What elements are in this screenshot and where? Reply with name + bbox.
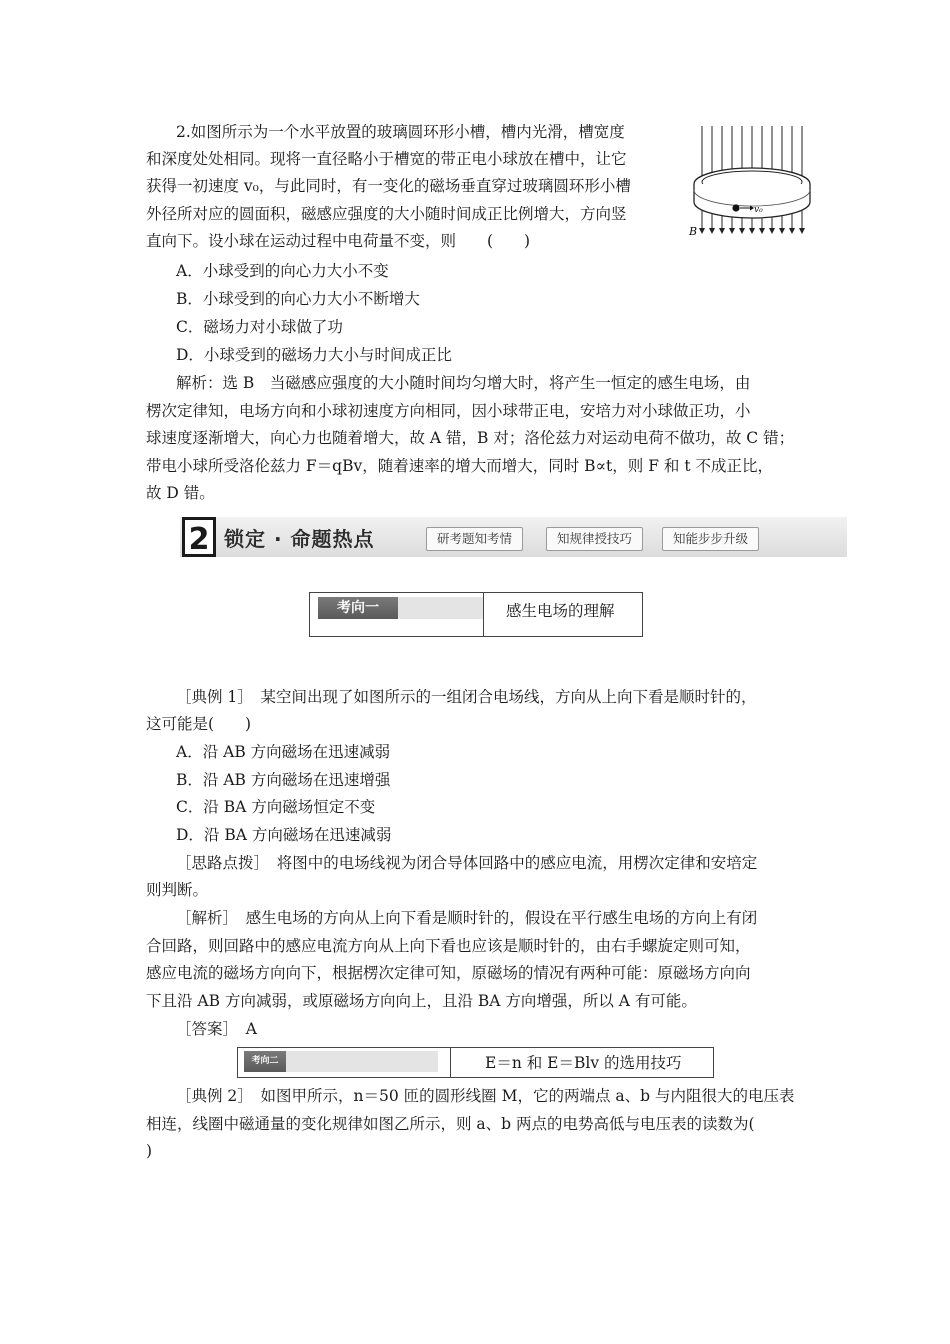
ex1-line-2: 这可能是( ) [146, 715, 252, 733]
q2-line-3: 获得一初速度 v₀，与此同时，有一变化的磁场垂直穿过玻璃圆环形小槽 [146, 177, 631, 195]
topic-box-1 [309, 592, 643, 637]
ex1-hint-1: ［思路点拨］ 将图中的电场线视为闭合导体回路中的感应电流，用楞次定律和安培定 [176, 854, 758, 872]
section-title: 锁定 · 命题热点 [224, 527, 375, 551]
section-banner [180, 517, 847, 557]
section-number: 2 [188, 522, 210, 557]
topic-box-2 [237, 1047, 714, 1078]
q2-line-1: 2.如图所示为一个水平放置的玻璃圆环形小槽，槽内光滑，槽宽度 [176, 123, 625, 141]
ex1-analysis-1: ［解析］ 感生电场的方向从上向下看是顺时针的，假设在平行感生电场的方向上有闭 [176, 909, 758, 927]
ex1-hint-2: 则判断。 [146, 881, 209, 899]
tag-exam-info: 研考题知考情 [426, 527, 523, 551]
q2-line-4: 外径所对应的圆面积，磁感应强度的大小随时间成正比例增大，方向竖 [146, 205, 627, 223]
topic-1-divider [483, 593, 484, 636]
q2-analysis-3: 球速度逐渐增大，向心力也随着增大，故 A 错，B 对；洛伦兹力对运动电荷不做功，故 C 错； [146, 429, 795, 447]
ex1-analysis-2: 合回路，则回路中的感应电流方向从上向下看也应该是顺时针的，由右手螺旋定则可知， [146, 937, 751, 955]
velocity-label: v₀ [754, 205, 763, 215]
topic-2-title: E＝n 和 E＝Blv 的选用技巧 [485, 1054, 682, 1072]
q2-line-2: 和深度处处相同。现将一直径略小于槽宽的带正电小球放在槽中，让它 [146, 150, 627, 168]
tag-ability-levels: 知能步步升级 [662, 527, 759, 551]
ex1-option-d: D．沿 BA 方向磁场在迅速减弱 [176, 826, 392, 844]
q2-option-c: C．磁场力对小球做了功 [176, 318, 343, 336]
ring-figure-svg [688, 122, 818, 247]
field-label-b: B [689, 225, 698, 238]
q2-analysis-1: 解析：选 B 当磁感应强度的大小随时间均匀增大时，将产生一恒定的感生电场，由 [176, 374, 751, 392]
ex1-analysis-4: 下且沿 AB 方向减弱，或原磁场方向向上，且沿 BA 方向增强，所以 A 有可能。 [146, 992, 697, 1010]
ex1-option-a: A．沿 AB 方向磁场在迅速减弱 [176, 743, 391, 761]
tag-rules-skills: 知规律授技巧 [546, 527, 643, 551]
topic-2-divider [450, 1048, 451, 1077]
q2-line-5: 直向下。设小球在运动过程中电荷量不变，则 ( ) [146, 232, 531, 250]
q2-analysis-2: 楞次定律知，电场方向和小球初速度方向相同，因小球带正电，安培力对小球做正功，小 [146, 402, 751, 420]
q2-option-a: A．小球受到的向心力大小不变 [176, 262, 389, 280]
ex2-line-1: ［典例 2］ 如图甲所示，n＝50 匝的圆形线圈 M，它的两端点 a、b 与内阻很大的电压表 [176, 1087, 795, 1105]
q2-analysis-4: 带电小球所受洛伦兹力 F＝qBv，随着速率的增大而增大，同时 B∝t，则 F 和 t 不成正比， [146, 457, 773, 475]
ex1-option-b: B．沿 AB 方向磁场在迅速增强 [176, 771, 391, 789]
ring-figure [688, 122, 818, 247]
q2-analysis-5: 故 D 错。 [146, 484, 215, 502]
topic-1-title: 感生电场的理解 [506, 602, 615, 620]
ex1-line-1: ［典例 1］ 某空间出现了如图所示的一组闭合电场线，方向从上向下看是顺时针的， [176, 688, 757, 706]
section-number-badge [182, 517, 216, 557]
q2-option-d: D．小球受到的磁场力大小与时间成正比 [176, 346, 452, 364]
ex1-option-c: C．沿 BA 方向磁场恒定不变 [176, 798, 376, 816]
topic-2-tag: 考向二 [244, 1051, 286, 1072]
topic-1-tag: 考向一 [318, 597, 398, 619]
ex2-line-2: 相连，线圈中磁通量的变化规律如图乙所示，则 a、b 两点的电势高低与电压表的读数为( [146, 1115, 755, 1133]
ex1-answer: ［答案］ A [176, 1020, 257, 1038]
q2-option-b: B．小球受到的向心力大小不断增大 [176, 290, 420, 308]
ex2-line-3: ) [146, 1142, 153, 1160]
ex1-analysis-3: 感应电流的磁场方向向下，根据楞次定律可知，原磁场的情况有两种可能：原磁场方向向 [146, 964, 751, 982]
